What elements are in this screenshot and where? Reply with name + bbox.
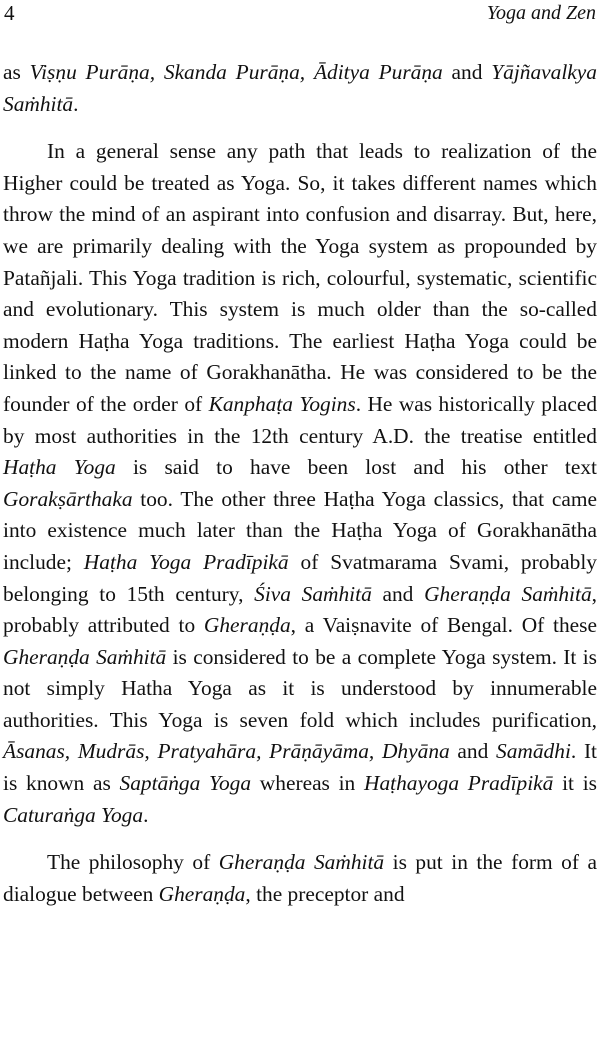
paragraph-yoga-traditions: In a general sense any path that leads to realization of the Higher could be treated as Yoga. So, it takes different names which throw the mind of an aspirant into confusion and disarray. But, here, we are primarily dealing with the Yoga system as propounded by Patañjali. This Yoga tradition is rich, colourful, systematic, scientific and evolutionary. This system is much older than the so-called modern Haṭha Yoga traditions. The earliest Haṭha Yoga could be linked to the name of Gorakhanātha. He was considered to be the founder of the order of Kanphaṭa Yogins. He was historically placed by most authorities in the 12th century A.D. the treatise entitled Haṭha Yoga is said to have been lost and his other text Gorakṣārthaka too. The other three Haṭha Yoga classics, that came into existence much later than the Haṭha Yoga of Gorakhanātha include; Haṭha Yoga Pradīpikā of Svatmarama Svami, probably belonging to 15th century, Śiva Saṁhitā and Gheraṇḍa Saṁhitā, probably attributed to Gheraṇḍa, a Vaiṣnavite of Bengal. Of these Gheraṇḍa Saṁhitā is considered to be a complete Yoga system. It is not simply Hatha Yoga as it is understood by innumerable authorities. This Yoga is seven fold which includes purification, Āsanas, Mudrās, Pratyahāra, Prāṇāyāma, Dhyāna and Samādhi. It is known as Saptāṅga Yoga whereas in Haṭhayoga Pradīpikā it is Caturaṅga Yoga. — [3, 139, 598, 827]
italic-term: Haṭhayoga Pradīpikā — [364, 771, 554, 796]
italic-term: Gheraṇḍa Saṁhitā — [218, 850, 385, 875]
italic-term: Kanphaṭa Yogins — [208, 391, 356, 416]
italic-term: Viṣṇu Purāṇa, Skanda Purāṇa, Āditya Purāṇa — [29, 60, 443, 84]
italic-term: Caturaṅga Yoga — [3, 802, 144, 827]
italic-term: Haṭha Yoga Pradīpikā — [83, 549, 289, 574]
text-body — [3, 57, 597, 910]
italic-term: Gheraṇḍa — [158, 881, 246, 906]
italic-term: Śiva Saṁhitā — [254, 581, 372, 606]
italic-term: Samādhi — [496, 739, 571, 764]
paragraph-gheranda-philosophy: The philosophy of Gheraṇḍa Saṁhitā is put in the form of a dialogue between Gheraṇḍa, the preceptor and — [3, 850, 598, 906]
italic-term: Yājñavalkya Saṁhitā — [3, 60, 597, 116]
italic-term: Gorakṣārthaka — [3, 486, 133, 511]
paragraph-continued: as Viṣṇu Purāṇa, Skanda Purāṇa, Āditya Purāṇa and Yājñavalkya Saṁhitā. — [3, 60, 597, 116]
running-title: Yoga and Zen — [486, 2, 596, 24]
running-head — [0, 0, 600, 30]
italic-term: Haṭha Yoga — [3, 455, 116, 480]
italic-term: Saptāṅga Yoga — [119, 771, 252, 796]
italic-term: Āsanas, Mudrās, Pratyahāra, Prāṇāyāma, Dhyāna — [3, 739, 450, 764]
italic-term: Gheraṇḍa — [203, 613, 291, 638]
italic-term: Gheraṇḍa Saṁhitā — [424, 581, 592, 606]
italic-term: Gheraṇḍa Saṁhitā — [3, 644, 167, 669]
page-number: 4 — [4, 1, 15, 25]
